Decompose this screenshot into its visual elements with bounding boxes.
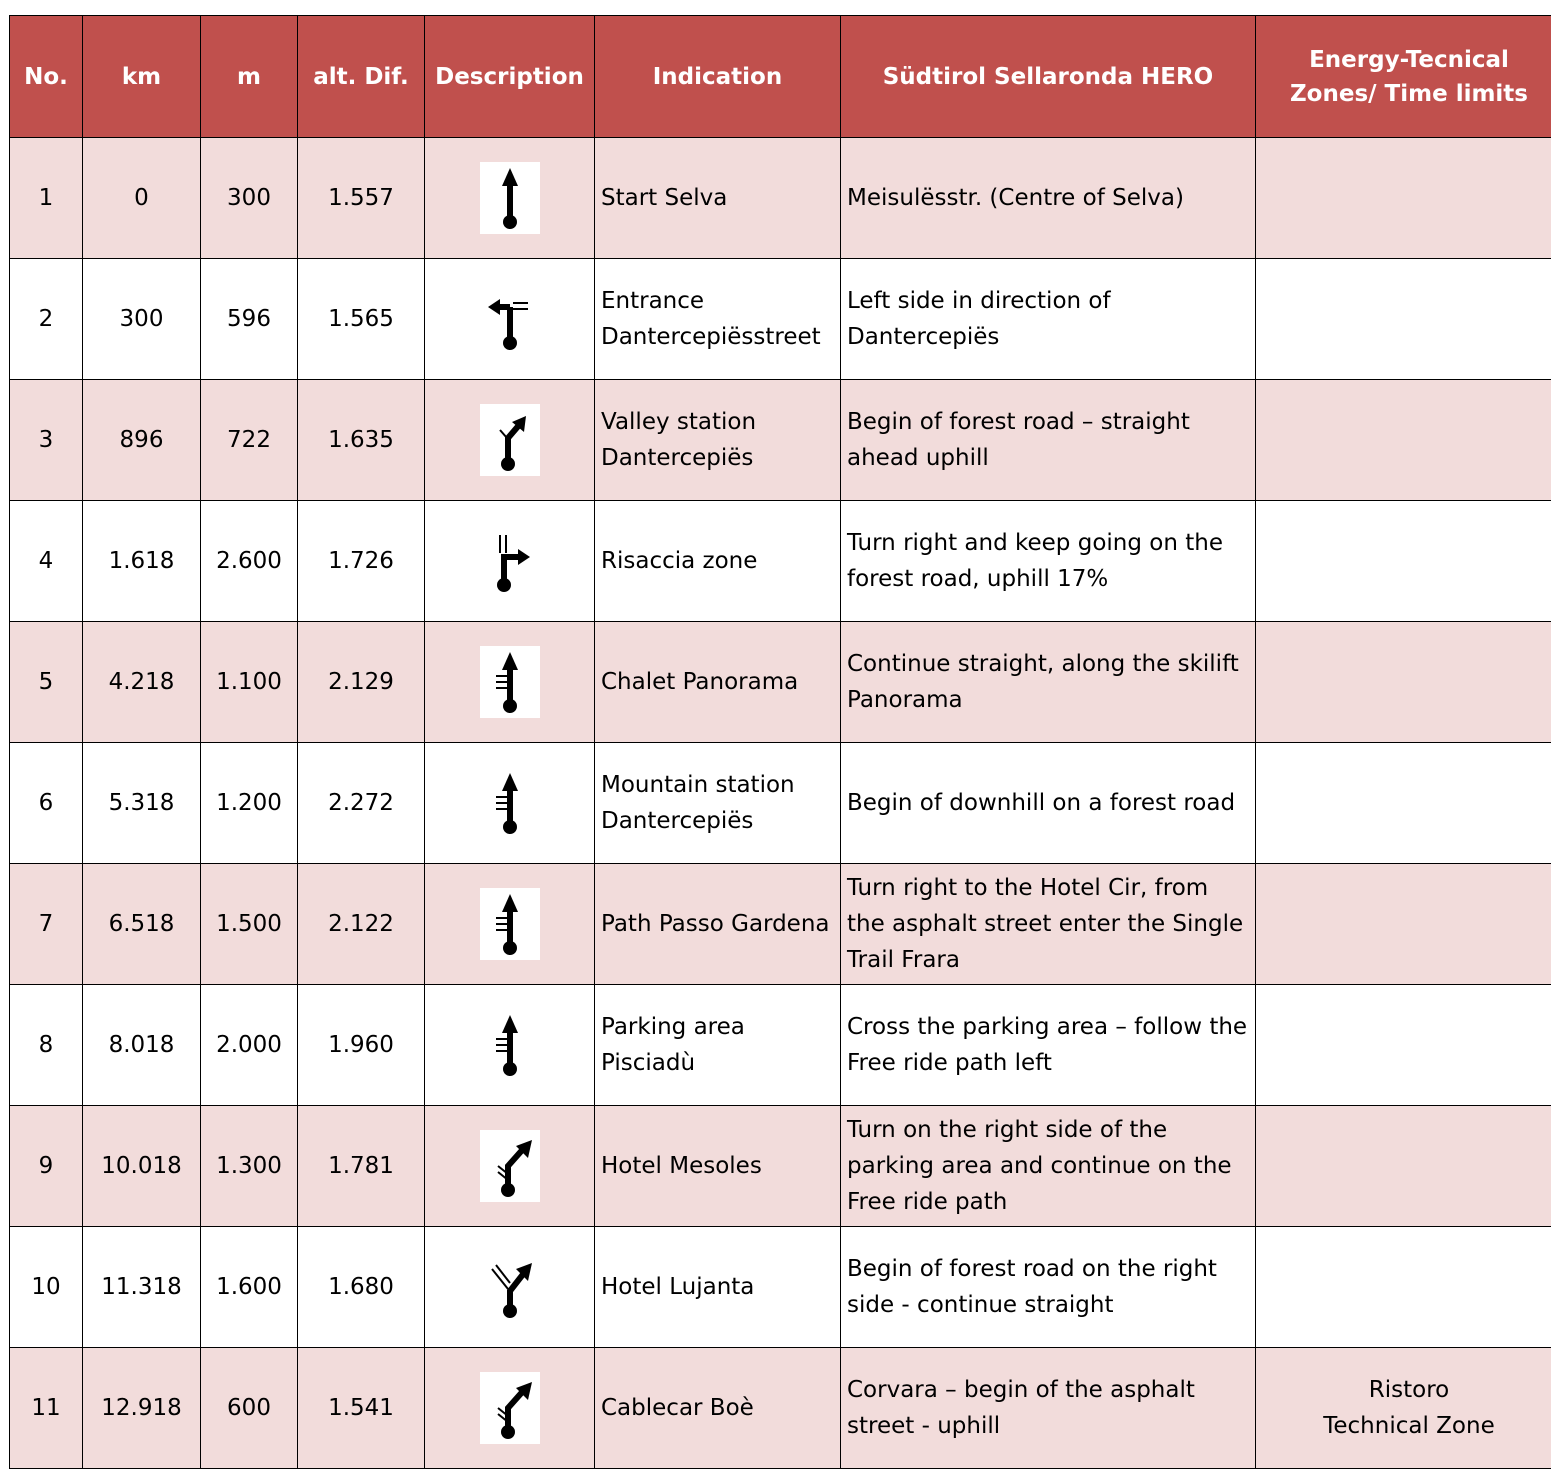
cell-km: 8.018 (83, 985, 201, 1106)
cell-no: 3 (10, 380, 83, 501)
cell-description (425, 1348, 595, 1469)
energy-zone-type: Technical Zone (1262, 1408, 1551, 1444)
cell-indication: Start Selva (595, 138, 841, 259)
table-row (10, 380, 1551, 501)
cell-km: 896 (83, 380, 201, 501)
straight-with-side-roads-icon (480, 646, 540, 718)
cell-indication: Risaccia zone (595, 501, 841, 622)
table-row (10, 985, 1551, 1106)
cell-hero: Turn right and keep going on the forest road, uphill 17% (841, 501, 1256, 622)
cell-m: 1.300 (201, 1106, 298, 1227)
cell-description (425, 380, 595, 501)
cell-hero: Meisulësstr. (Centre of Selva) (841, 138, 1256, 259)
cell-description (425, 622, 595, 743)
cell-km: 6.518 (83, 864, 201, 985)
cell-hero: Cross the parking area – follow the Free ride path left (841, 985, 1256, 1106)
cell-alt-dif: 2.272 (298, 743, 425, 864)
straight-arrow-icon (480, 162, 540, 234)
cell-km: 0 (83, 138, 201, 259)
cell-indication: Valley station Dantercepiës (595, 380, 841, 501)
cell-indication: Parking area Pisciadù (595, 985, 841, 1106)
cell-alt-dif: 1.726 (298, 501, 425, 622)
header-row (10, 16, 1551, 138)
cell-km: 12.918 (83, 1348, 201, 1469)
cell-no: 5 (10, 622, 83, 743)
route-table (9, 15, 1551, 1469)
cell-alt-dif: 2.122 (298, 864, 425, 985)
cell-no: 11 (10, 1348, 83, 1469)
header-no: No. (10, 16, 83, 138)
cell-energy (1256, 259, 1551, 380)
cell-energy (1256, 1106, 1551, 1227)
cell-energy (1256, 138, 1551, 259)
cell-alt-dif: 1.680 (298, 1227, 425, 1348)
cell-description (425, 1106, 595, 1227)
cell-alt-dif: 1.557 (298, 138, 425, 259)
cell-km: 4.218 (83, 622, 201, 743)
cell-no: 6 (10, 743, 83, 864)
cell-m: 1.600 (201, 1227, 298, 1348)
table-row (10, 1227, 1551, 1348)
energy-zone-label: Ristoro (1262, 1372, 1551, 1408)
cell-hero: Begin of downhill on a forest road (841, 743, 1256, 864)
cell-description (425, 743, 595, 864)
cell-description (425, 985, 595, 1106)
cell-alt-dif: 1.781 (298, 1106, 425, 1227)
cell-m: 2.000 (201, 985, 298, 1106)
fork-right-arrow-icon (480, 1251, 540, 1323)
table-row (10, 259, 1551, 380)
cell-hero: Turn on the right side of the parking area and continue on the Free ride path (841, 1106, 1256, 1227)
cell-description (425, 1227, 595, 1348)
header-description: Description (425, 16, 595, 138)
cell-m: 722 (201, 380, 298, 501)
cell-km: 11.318 (83, 1227, 201, 1348)
cell-indication: Hotel Lujanta (595, 1227, 841, 1348)
cell-m: 1.100 (201, 622, 298, 743)
header-indication: Indication (595, 16, 841, 138)
cell-alt-dif: 1.541 (298, 1348, 425, 1469)
cell-alt-dif: 2.129 (298, 622, 425, 743)
cell-km: 1.618 (83, 501, 201, 622)
cell-m: 300 (201, 138, 298, 259)
straight-with-side-roads-icon (480, 767, 540, 839)
cell-description (425, 138, 595, 259)
header-alt-dif: alt. Dif. (298, 16, 425, 138)
cell-indication: Entrance Dantercepiësstreet (595, 259, 841, 380)
turn-left-t-junction-icon (480, 283, 540, 355)
cell-energy (1256, 743, 1551, 864)
cell-alt-dif: 1.565 (298, 259, 425, 380)
header-km: km (83, 16, 201, 138)
cell-indication: Chalet Panorama (595, 622, 841, 743)
table-row (10, 622, 1551, 743)
cell-indication: Mountain station Dantercepiës (595, 743, 841, 864)
cell-hero: Corvara – begin of the asphalt street - uphill (841, 1348, 1256, 1469)
cell-description (425, 501, 595, 622)
table-row (10, 1348, 1551, 1469)
table-row (10, 501, 1551, 622)
cell-hero: Left side in direction of Dantercepiës (841, 259, 1256, 380)
cell-no: 2 (10, 259, 83, 380)
header-hero: Südtirol Sellaronda HERO (841, 16, 1256, 138)
cell-hero: Turn right to the Hotel Cir, from the asphalt street enter the Single Trail Frara (841, 864, 1256, 985)
cell-no: 1 (10, 138, 83, 259)
table-row (10, 1106, 1551, 1227)
header-m: m (201, 16, 298, 138)
cell-m: 1.200 (201, 743, 298, 864)
table-row (10, 864, 1551, 985)
cell-no: 4 (10, 501, 83, 622)
straight-with-side-roads-icon (480, 888, 540, 960)
cell-description (425, 259, 595, 380)
cell-no: 9 (10, 1106, 83, 1227)
cell-m: 2.600 (201, 501, 298, 622)
cell-energy (1256, 1348, 1551, 1469)
cell-indication: Cablecar Boè (595, 1348, 841, 1469)
cell-km: 300 (83, 259, 201, 380)
table-row (10, 138, 1551, 259)
cell-description (425, 864, 595, 985)
cell-no: 7 (10, 864, 83, 985)
cell-hero: Continue straight, along the skilift Panorama (841, 622, 1256, 743)
cell-hero: Begin of forest road on the right side - continue straight (841, 1227, 1256, 1348)
cell-km: 5.318 (83, 743, 201, 864)
cell-energy (1256, 380, 1551, 501)
cell-indication: Hotel Mesoles (595, 1106, 841, 1227)
cell-energy (1256, 1227, 1551, 1348)
cell-km: 10.018 (83, 1106, 201, 1227)
cell-m: 596 (201, 259, 298, 380)
cell-energy (1256, 622, 1551, 743)
header-energy: Energy-Tecnical Zones/ Time limits (1256, 16, 1551, 138)
cell-m: 1.500 (201, 864, 298, 985)
bear-right-with-side-road-icon (480, 1130, 540, 1202)
cell-alt-dif: 1.635 (298, 380, 425, 501)
cell-indication: Path Passo Gardena (595, 864, 841, 985)
cell-hero: Begin of forest road – straight ahead uphill (841, 380, 1256, 501)
cell-energy (1256, 985, 1551, 1106)
bear-right-arrow-icon (480, 404, 540, 476)
turn-right-arrow-icon (480, 525, 540, 597)
straight-with-side-roads-icon (480, 1009, 540, 1081)
cell-alt-dif: 1.960 (298, 985, 425, 1106)
cell-energy (1256, 501, 1551, 622)
cell-no: 10 (10, 1227, 83, 1348)
table-row (10, 743, 1551, 864)
cell-no: 8 (10, 985, 83, 1106)
cell-energy (1256, 864, 1551, 985)
cell-m: 600 (201, 1348, 298, 1469)
bear-right-with-side-road-icon (480, 1372, 540, 1444)
